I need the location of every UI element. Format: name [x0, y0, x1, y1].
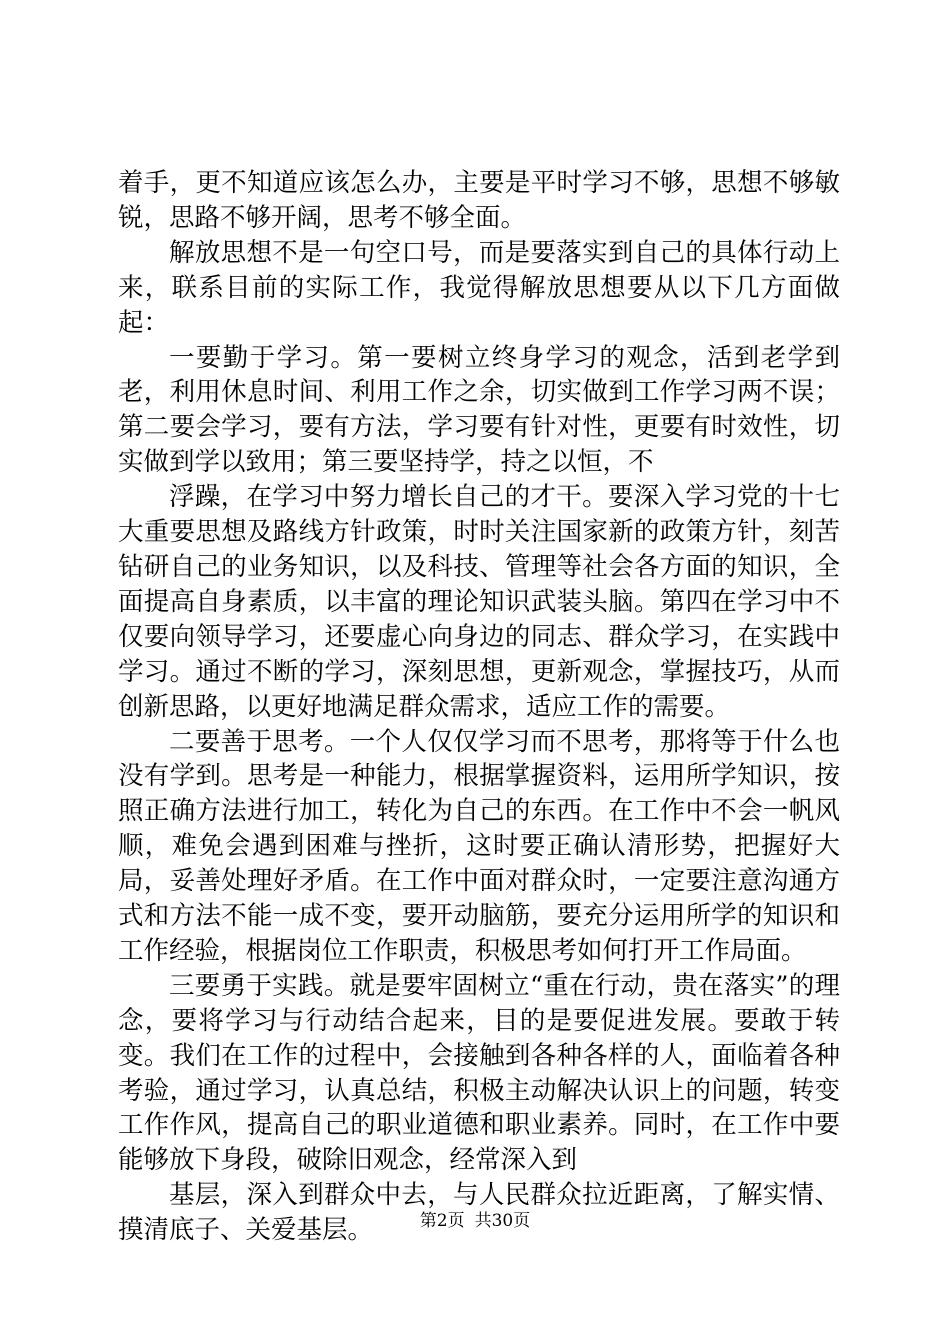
paragraph-study: 一要勤于学习。第一要树立终身学习的观念，活到老学到老，利用休息时间、利用工作之余，切实做到工作学习两不误；第二要会学习，要有方法，学习要有针对性，更要有时效性，切实做到学以致用；第三要坚持学，持之以恒，不	[118, 342, 840, 478]
paragraph-think: 二要善于思考。一个人仅仅学习而不思考，那将等于什么也没有学到。思考是一种能力，根据掌握资料，运用所学知识，按照正确方法进行加工，转化为自己的东西。在工作中不会一帆风顺，难免会遇到困难与挫折，这时要正确认清形势，把握好大局，妥善处理好矛盾。在工作中面对群众时，一定要注意沟通方式和方法不能一成不变，要开动脑筋，要充分运用所学的知识和工作经验，根据岗位工作职责，积极思考如何打开工作局面。	[118, 726, 840, 966]
document-body	[118, 166, 840, 1248]
page-total: 共30页	[474, 1211, 531, 1231]
paragraph-continuation: 着手，更不知道应该怎么办，主要是平时学习不够，思想不够敏锐，思路不够开阔，思考不够全面。	[118, 168, 840, 233]
paragraph-practice: 三要勇于实践。就是要牢固树立“重在行动，贵在落实”的理念，要将学习与行动结合起来，目的是要促进发展。要敢于转变。我们在工作的过程中，会接触到各种各样的人，面临着各种考验，通过学习，认真总结，积极主动解决认识上的问题，转变工作作风，提高自己的职业道德和职业素养。同时，在工作中要能够放下身段，破除旧观念，经常深入到	[118, 970, 840, 1176]
paragraph-intro: 解放思想不是一句空口号，而是要落实到自己的具体行动上来，联系目前的实际工作，我觉得解放思想要从以下几方面做起：	[118, 237, 840, 338]
paragraph-study-continued: 浮躁，在学习中努力增长自己的才干。要深入学习党的十七大重要思想及路线方针政策，时时关注国家新的政策方针，刻苦钻研自己的业务知识，以及科技、管理等社会各方面的知识，全面提高自身素质，以丰富的理论知识武装头脑。第四在学习中不仅要向领导学习，还要虚心向身边的同志、群众学习，在实践中学习。通过不断的学习，深刻思想，更新观念，掌握技巧，从而创新思路，以更好地满足群众需求，适应工作的需要。	[118, 482, 840, 722]
paragraph-practice-continued: 基层，深入到群众中去，与人民群众拉近距离，了解实情、摸清底子、关爱基层。	[118, 1180, 840, 1246]
page-footer	[0, 1210, 950, 1232]
page-number: 第2页	[419, 1211, 465, 1231]
